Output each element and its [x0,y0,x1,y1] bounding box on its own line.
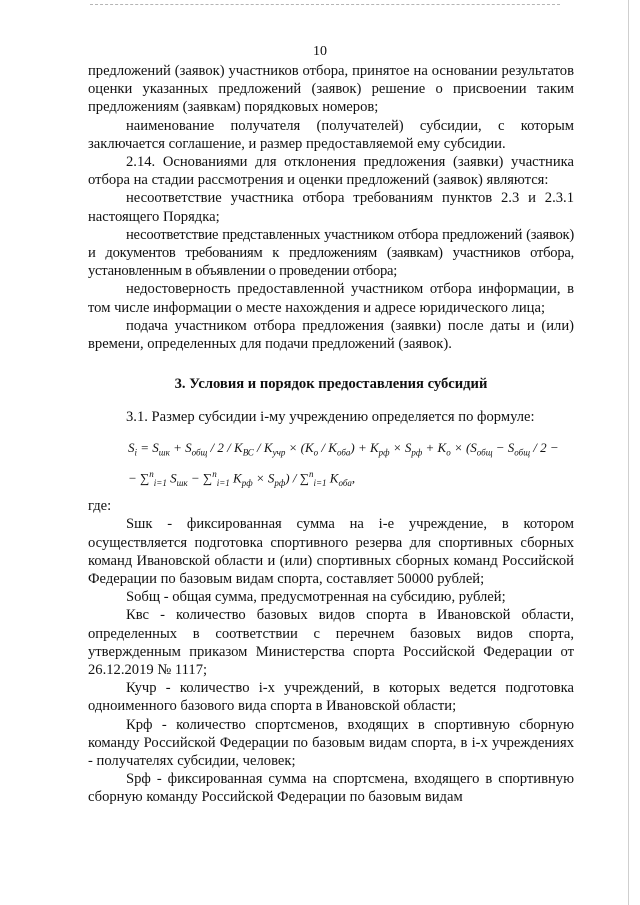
definition: Крф - количество спортсменов, входящих в спортивную сборную команду Российской Федерации по базовым видам спорта, в i-х учреждениях - получателях субсидии, человек; [88,716,574,770]
document-body [88,62,574,807]
section-heading: 3. Условия и порядок предоставления субсидий [174,376,488,393]
paragraph: недостоверность предоставленной участником отбора информации, в том числе информации о месте нахождения и адресе юридического лица; [88,281,574,316]
formula-line-1: $S_i = S_{шк} + S_{общ} / 2 / K_{ВС} / K_{учр} \times (K_о / K_{оба}) + K_{рф} \times S_{рф} + K_о \times (S_{общ} - S_{общ} / 2$ − [128,439,559,458]
formula-intro: 3.1. Размер субсидии i-му учреждению определяется по формуле: [126,409,535,426]
definition: Квс - количество базовых видов спорта в Ивановской области, определенных в соответствии с перечнем базовых видов спорта, утвержденным приказом Министерства спорта Российской Федерации от 26.12.2019 № 1117; [88,607,574,678]
paragraph: наименование получателя (получателей) субсидии, с которым заключается соглашение, и размер предоставляемой ему субсидии. [88,117,574,152]
subsidy-formula [128,437,574,495]
definition: Sшк - фиксированная сумма на i-е учреждение, в котором осуществляется подготовка спортивного резерва для спортивных сборных команд Ивановской области и (или) спортивных сборных команд Российской Федерации по базовым видам спорта, составляет 50000 рублей; [88,516,574,587]
definition: Sрф - фиксированная сумма на спортсмена, входящего в спортивную сборную команду Российской Федерации по базовым видам [88,771,574,806]
page-number: 10 [313,44,327,59]
definition: Sобщ - общая сумма, предусмотренная на субсидию, рублей; [126,589,506,606]
paragraph: предложений (заявок) участников отбора, принятое на основании результатов оценки указанных предложений (заявок) решение о присвоении таким предложениям (заявкам) порядковых номеров; [88,63,574,116]
scan-artifact-top [90,4,560,8]
scan-artifact-edge [628,0,629,905]
paragraph: подача участником отбора предложения (заявки) после даты и (или) времени, определенных для подачи предложений (заявок). [88,317,574,353]
definition: Кучр - количество i-х учреждений, в которых ведется подготовка одноименного базового вида спорта в Ивановской области; [88,680,574,715]
paragraph: несоответствие участника отбора требованиям пунктов 2.3 и 2.3.1 настоящего Порядка; [88,190,574,225]
formula-line-2: − ∑$^n_{i=1}$ $S_{шк} - \sum^n_{i=1}$ $K_{рф} \times S_{рф}) / \sum^n_{i=1}$ $K_{оба}$, [128,469,356,489]
where-label: где: [88,498,112,515]
paragraph: несоответствие представленных участником отбора предложений (заявок) и документов требованиям к предложениям (заявкам) участников отбора, установленным в объявлении о проведении отбора; [88,226,574,280]
paragraph: 2.14. Основаниями для отклонения предложения (заявки) участника отбора на стадии рассмотрения и оценки предложений (заявок) являются: [88,154,574,189]
